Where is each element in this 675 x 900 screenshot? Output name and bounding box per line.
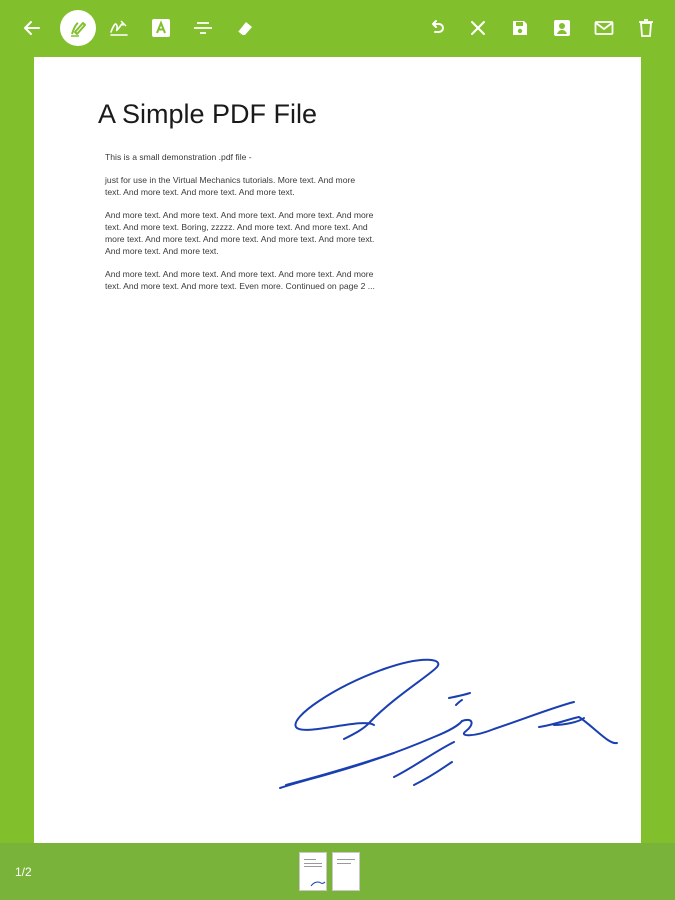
sign-tool-button[interactable]	[99, 8, 139, 48]
page-thumbnail-1[interactable]	[299, 852, 327, 891]
pdf-page[interactable]	[34, 57, 641, 843]
thumbnail-line	[337, 863, 351, 864]
trash-icon	[638, 19, 654, 37]
strikethrough-tool-button[interactable]	[183, 8, 223, 48]
thumbnail-line	[304, 863, 322, 864]
document-title: A Simple PDF File	[98, 99, 318, 129]
signature-pen-icon	[67, 17, 89, 39]
mail-button[interactable]	[584, 8, 624, 48]
thumbnail-signature	[310, 879, 326, 887]
paragraph-1: This is a small demonstration .pdf file -	[105, 152, 252, 162]
paragraph-4: And more text. And more text. And more text. And more text. And more text. And more text. And more text. Even more. Continued on page 2 ...	[105, 269, 375, 291]
thumbnail-line	[304, 859, 316, 860]
close-icon	[469, 19, 487, 37]
eraser-icon	[234, 17, 256, 39]
page-counter: 1/2	[15, 865, 32, 879]
strikethrough-icon	[192, 18, 214, 38]
back-arrow-icon	[22, 18, 42, 38]
contact-button[interactable]	[542, 8, 582, 48]
eraser-tool-button[interactable]	[225, 8, 265, 48]
top-toolbar	[0, 0, 675, 57]
page-thumbnail-2[interactable]	[332, 852, 360, 891]
bottom-bar	[0, 843, 675, 900]
paragraph-3: And more text. And more text. And more text. And more text. And more text. And more text. Boring, zzzzz. And more text. And more text. And more text. And more text. And more text. And more text. And more text. And more text. And more text.	[105, 210, 375, 256]
save-button[interactable]	[500, 8, 540, 48]
text-tool-button[interactable]	[141, 8, 181, 48]
mail-icon	[594, 19, 614, 37]
undo-button[interactable]	[417, 8, 457, 48]
thumbnail-line	[304, 866, 322, 867]
paragraph-2: just for use in the Virtual Mechanics tutorials. More text. And more text. And more text. And more text. And more text.	[105, 175, 356, 197]
undo-icon	[427, 18, 447, 38]
delete-button[interactable]	[626, 8, 666, 48]
close-button[interactable]	[458, 8, 498, 48]
contact-icon	[553, 19, 571, 37]
text-box-icon	[151, 18, 171, 38]
sign-line-icon	[108, 17, 130, 39]
signature-tool-button[interactable]	[60, 10, 96, 46]
thumbnail-line	[337, 859, 355, 860]
back-button[interactable]	[12, 8, 52, 48]
save-icon	[511, 19, 529, 37]
